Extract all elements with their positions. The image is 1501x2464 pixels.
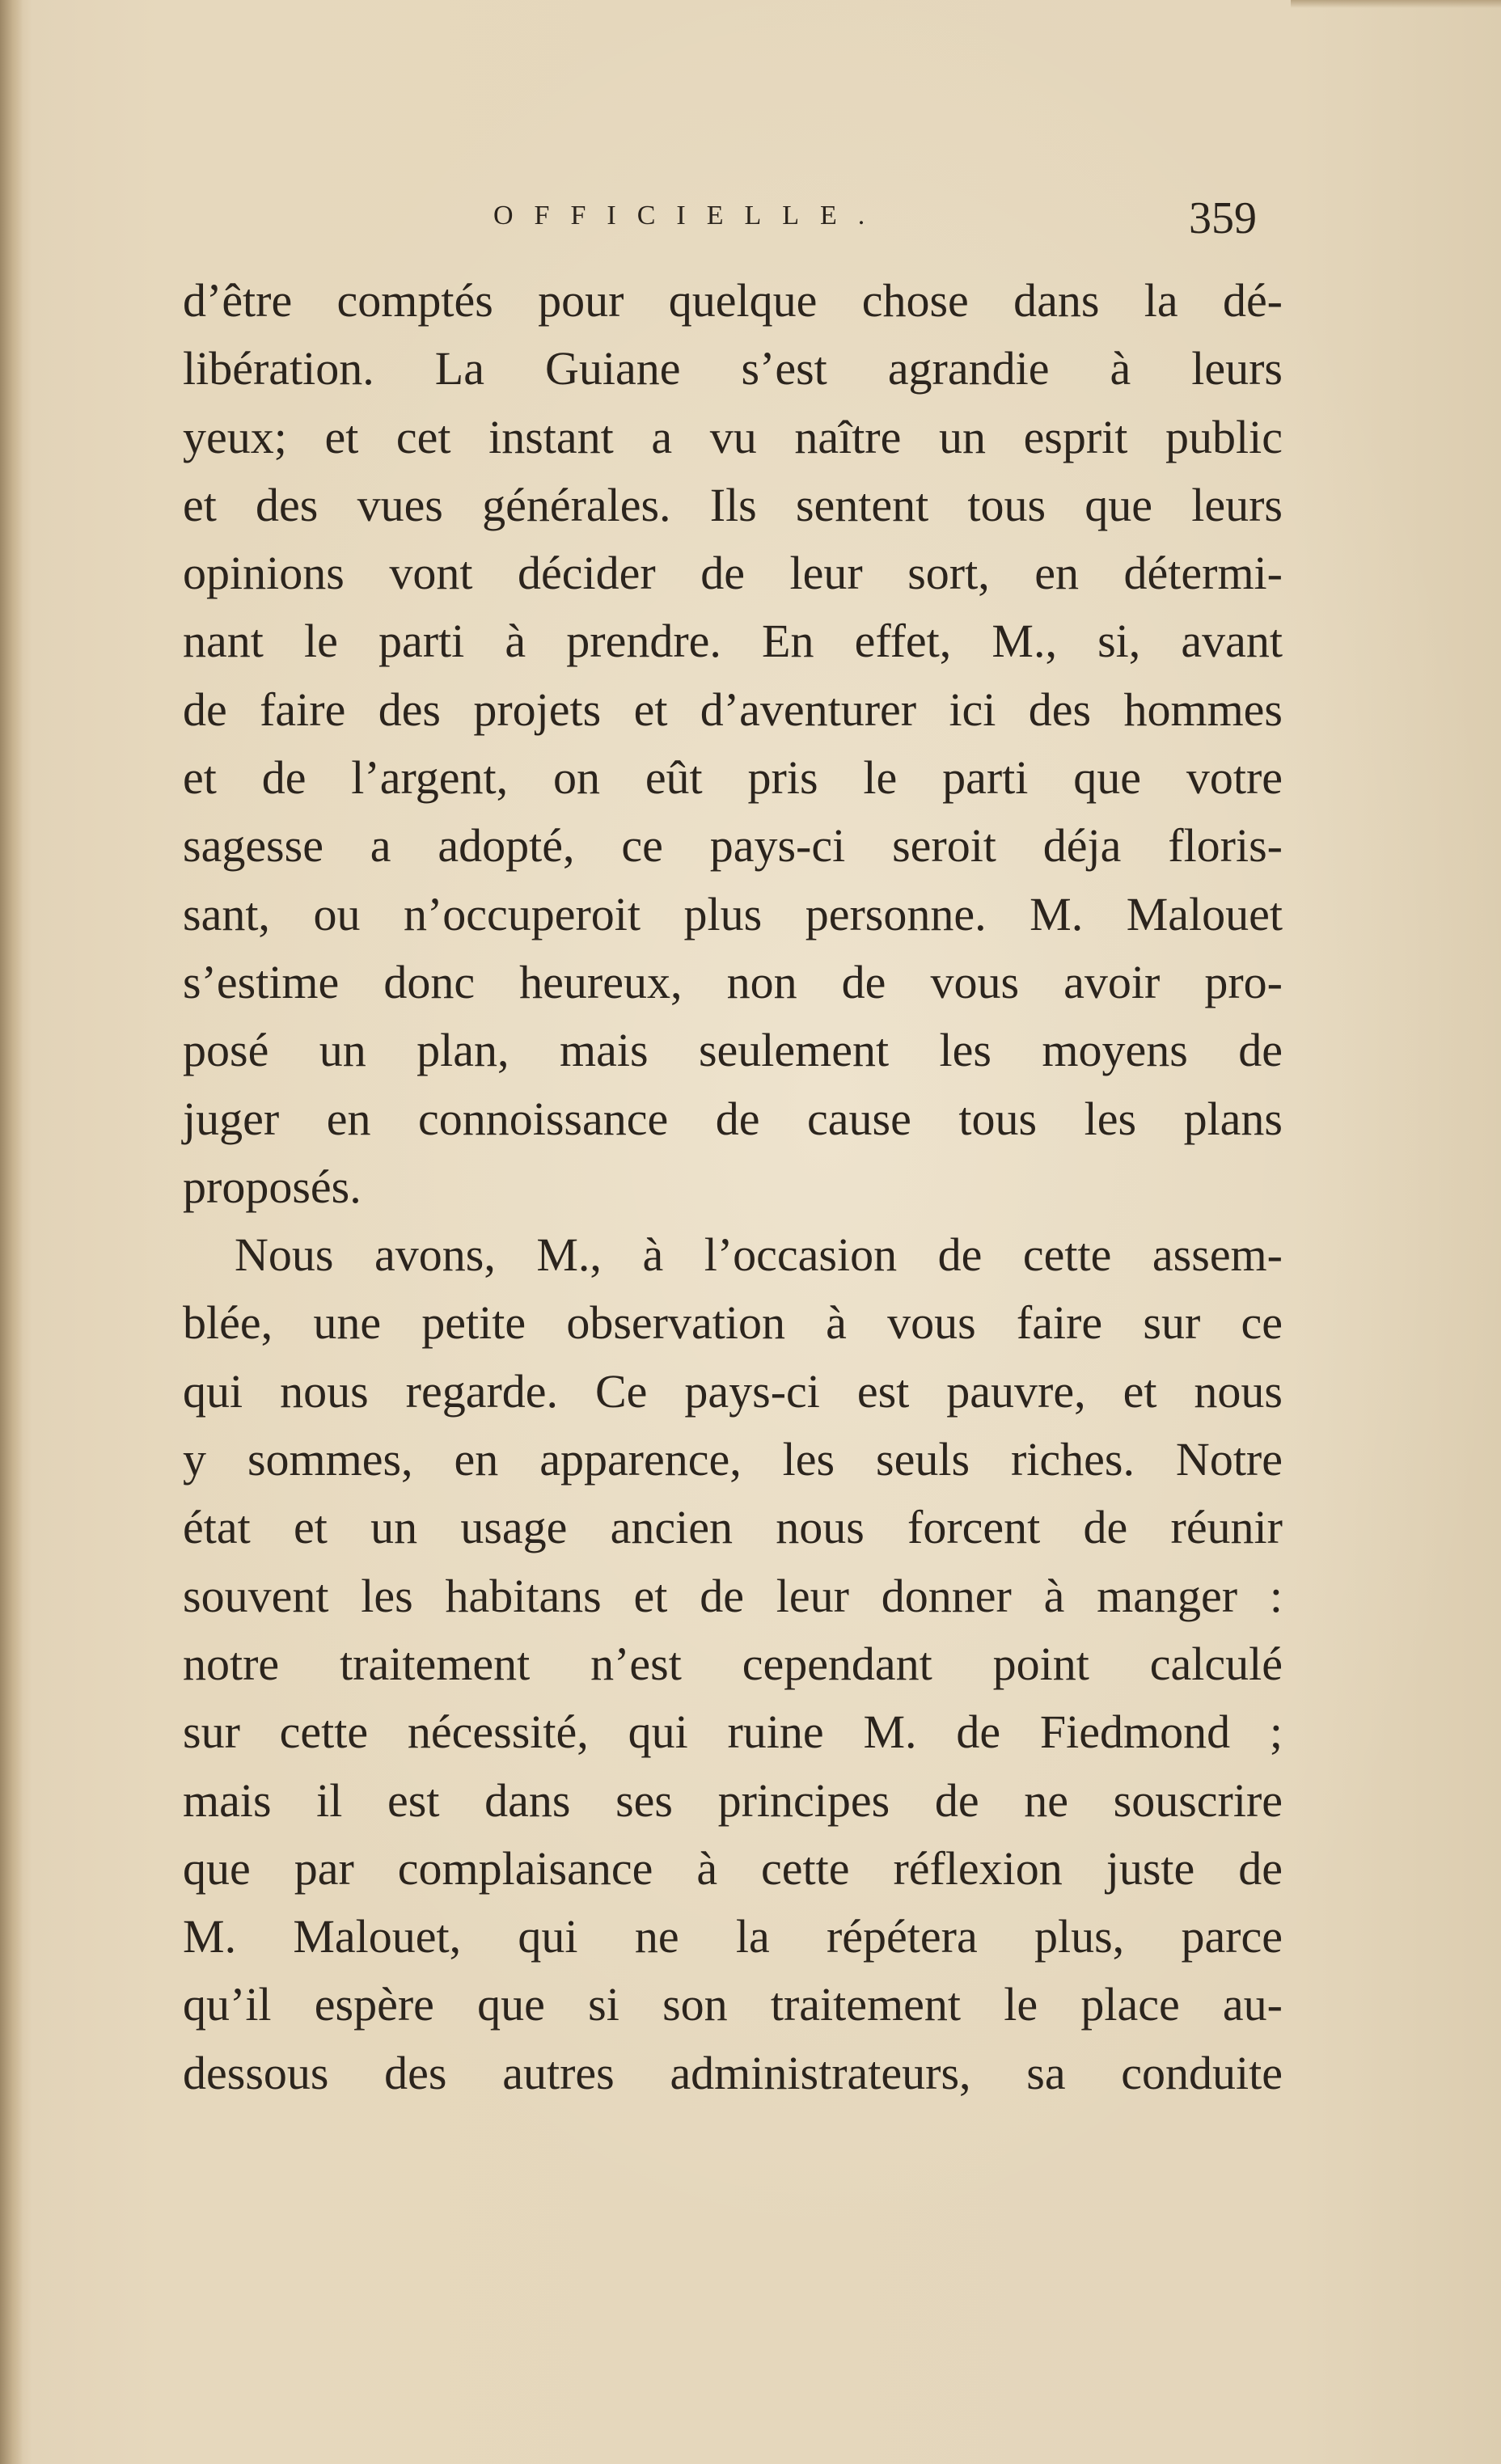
text-line: d’être comptés pour quelque chose dans la dé- — [183, 274, 1283, 327]
text-line: posé un plan, mais seulement les moyens de — [183, 1024, 1283, 1077]
text-line: Nous avons, M., à l’occasion de cette assem- — [235, 1228, 1283, 1282]
page-binding-edge — [0, 0, 23, 2464]
text-line: mais il est dans ses principes de ne souscrire — [183, 1773, 1283, 1827]
text-line: sant, ou n’occuperoit plus personne. M. Malouet — [183, 887, 1283, 940]
page-top-edge — [1291, 0, 1501, 8]
text-line: nant le parti à prendre. En effet, M., si, avant — [183, 615, 1283, 668]
text-line: blée, une petite observation à vous faire sur ce — [183, 1296, 1283, 1350]
text-line: juger en connoissance de cause tous les plans — [183, 1092, 1283, 1145]
page-number: 359 — [1189, 193, 1257, 243]
text-line: M. Malouet, qui ne la répétera plus, parce — [183, 1910, 1283, 1963]
running-head: OFFICIELLE. — [493, 201, 886, 230]
text-line: sagesse a adopté, ce pays-ci seroit déja floris- — [183, 819, 1283, 873]
text-line: qui nous regarde. Ce pays-ci est pauvre, et nous — [183, 1364, 1283, 1418]
text-line: et des vues générales. Ils sentent tous que leurs — [183, 478, 1283, 531]
text-line: dessous des autres administrateurs, sa conduite — [183, 2046, 1283, 2099]
text-line: que par complaisance à cette réflexion juste de — [183, 1841, 1283, 1895]
text-line: de faire des projets et d’aventurer ici des hommes — [183, 683, 1283, 736]
text-line: et de l’argent, on eût pris le parti que votre — [183, 751, 1283, 805]
text-line: notre traitement n’est cependant point calculé — [183, 1637, 1283, 1690]
body-text — [183, 267, 1283, 2107]
text-line: yeux; et cet instant a vu naître un esprit public — [183, 410, 1283, 463]
text-line: opinions vont décider de leur sort, en détermi- — [183, 547, 1283, 600]
text-line: y sommes, en apparence, les seuls riches. Notre — [183, 1433, 1283, 1486]
text-line: sur cette nécessité, qui ruine M. de Fiedmond ; — [183, 1705, 1283, 1759]
text-line: qu’il espère que si son traitement le place au- — [183, 1978, 1283, 2031]
text-line: souvent les habitans et de leur donner à manger : — [183, 1569, 1283, 1622]
text-line: s’estime donc heureux, non de vous avoir pro- — [183, 955, 1283, 1008]
text-line: proposés. — [183, 1160, 362, 1213]
text-line: libération. La Guiane s’est agrandie à leurs — [183, 342, 1283, 395]
text-line: état et un usage ancien nous forcent de réunir — [183, 1501, 1283, 1554]
